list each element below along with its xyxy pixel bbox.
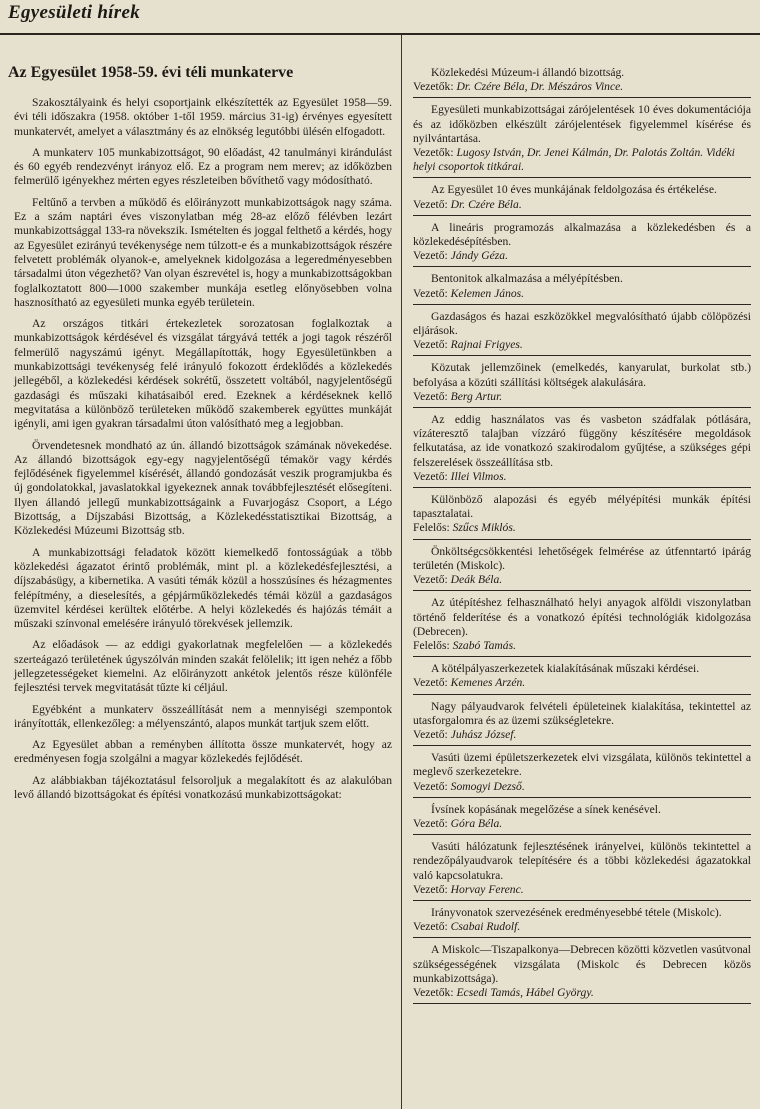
committee-leader-line: [413, 883, 751, 901]
committee-entry: [413, 943, 751, 1004]
leader-names: Berg Artur.: [450, 389, 503, 403]
committee-leader-line: [413, 338, 751, 356]
leader-role: Vezetők:: [413, 985, 454, 999]
paragraph: Az alábbiakban tájékoztatásul felsoroljuk a megalakított és az alakulóban levő állandó bizottságokat és építési vonatkozású munkabizottságokat:: [14, 773, 392, 802]
leader-role: Felelős:: [413, 638, 450, 652]
paragraph: Az Egyesület abban a reményben állította össze munkatervét, hogy az eredményesen fogja szolgálni a magyar közlekedés fejlődését.: [14, 738, 392, 766]
paragraph: Az előadások — az eddigi gyakorlatnak megfelelően — a közlekedés szerteágazó területének úgyszólván minden szakát felölelik; itt igen nehéz a főbb jellegzetességeket kiemelni. Az előirányzott ankétok jelentős része különféle fejlesztési tervek megvitatását tűzte ki céljául.: [14, 638, 392, 695]
leader-names: Juhász József.: [450, 727, 517, 741]
committee-leader-line: [413, 920, 751, 938]
committee-entry: [413, 700, 751, 747]
committee-topic: Az Egyesület 10 éves munkájának feldolgozása és értékelése.: [431, 183, 717, 197]
committee-topic: Közlekedési Múzeum-i állandó bizottság.: [431, 66, 625, 79]
committee-entry: [413, 840, 751, 901]
leader-names: Deák Béla.: [450, 573, 503, 587]
committee-topic: Bentonitok alkalmazása a mélyépítésben.: [431, 272, 623, 286]
committee-entry: [413, 751, 751, 798]
committee-leader-line: [413, 287, 751, 305]
committee-entry: [413, 272, 751, 304]
leader-role: Vezető:: [413, 727, 448, 741]
leader-role: Vezető:: [413, 882, 448, 896]
leader-role: Vezető:: [413, 779, 448, 793]
committee-entry: [413, 596, 751, 657]
leader-names: Kelemen János.: [450, 286, 525, 300]
committee-entry: [413, 361, 751, 408]
committee-topic: Vasúti hálózatunk fejlesztésének irányelvei, különös tekintettel a rendezőpályaudvarok telepítésére és a többi közlekedési ágazatokkal való kapcsolatukra.: [413, 840, 751, 882]
header-rule: [0, 33, 760, 35]
leader-names: Lugosy István, Dr. Jenei Kálmán, Dr. Palotás Zoltán. Vidéki helyi csoportok titkárai.: [413, 146, 735, 174]
committee-leader-line: [413, 676, 751, 694]
leader-names: Góra Béla.: [450, 816, 503, 830]
committee-topic: Önköltségcsökkentési lehetőségek felmérése az útfenntartó ipárág területén (Miskolc).: [413, 544, 751, 572]
committee-leader-line: [413, 80, 751, 98]
committee-topic: Az eddig használatos vas és vasbeton szádfalak pótlására, vízáteresztő talajban vízzáró függöny készítésére megoldások felkutatása, az ide vonatkozó szakirodalom gyűjtése, a szükséges gépi felszerelések összeállítása stb.: [413, 413, 751, 469]
leader-names: Dr. Czére Béla, Dr. Mészáros Vince.: [456, 80, 624, 94]
paragraph: A munkabizottsági feladatok között kiemelkedő fontosságúak a több közlekedési ágazatot érintő problémák, mint pl. a közlekedésfejlesztési, a díjszabásügy, a kibernetika. A vasúti témák közül a hosszúsínes és hézagmentes felépítmény, a dieselesítés, a gépjárműközlekedés témái közül a gazdaságos üzemvitel kérdései kerültek előtérbe. A helyi közlekedés és hajózás témáit a műszaki színvonal emelésére irányuló törekvések jellemzik.: [14, 545, 392, 631]
committee-topic: Egyesületi munkabizottságai zárójelentések 10 éves dokumentációja és az időközben elkészült zárójelentések figyelemmel kísérése és nyilvántartása.: [413, 103, 751, 145]
paragraph: A munkaterv 105 munkabizottságot, 90 előadást, 42 tanulmányi kirándulást és 60 egyéb rendezvényt irányoz elő. Ez a program nem merev; az időközben felmerülő igényekhez mérten egyes részleteiben bővíthető vagy módosítható.: [14, 145, 392, 188]
committee-list: [413, 66, 751, 1009]
committee-topic: Ívsínek kopásának megelőzése a sínek kenésével.: [431, 802, 661, 816]
leader-role: Vezető:: [413, 816, 448, 830]
leader-role: Vezető:: [413, 920, 448, 934]
leader-names: Somogyi Dezső.: [450, 779, 525, 793]
leader-role: Vezető:: [413, 469, 448, 483]
leader-role: Vezető:: [413, 676, 448, 690]
leader-names: Illei Vilmos.: [450, 469, 507, 483]
leader-role: Vezető:: [413, 338, 448, 352]
leader-names: Horvay Ferenc.: [450, 882, 524, 896]
leader-names: Szabó Tamás.: [452, 638, 516, 652]
leader-role: Vezetők:: [413, 146, 454, 160]
leader-role: Vezető:: [413, 197, 448, 211]
committee-topic: A Miskolc—Tiszapalkonya—Debrecen közötti közvetlen vasútvonal szükségességének vizsgálata (Miskolc és Debrecen közös munkabizottsága).: [413, 943, 751, 985]
leader-names: Szűcs Miklós.: [452, 521, 516, 535]
committee-leader-line: [413, 780, 751, 798]
committee-entry: [413, 662, 751, 694]
leader-names: Kemenes Arzén.: [450, 676, 526, 690]
leader-names: Jándy Géza.: [450, 249, 508, 263]
committee-topic: A lineáris programozás alkalmazása a közlekedésben és a közlekedésépítésben.: [413, 220, 751, 249]
article-title: Az Egyesület 1958-59. évi téli munkaterve: [8, 64, 294, 81]
leader-names: Csabai Rudolf.: [450, 920, 521, 934]
column-divider: [401, 35, 402, 1109]
committee-leader-line: [413, 198, 751, 216]
committee-leader-line: [413, 390, 751, 408]
leader-role: Vezető:: [413, 286, 448, 300]
committee-topic: Vasúti üzemi épületszerkezetek elvi vizsgálata, különös tekintettel a meglevő szerkezetekre.: [413, 751, 751, 779]
committee-entry: [413, 310, 751, 357]
paragraph: Egyébként a munkaterv összeállítását nem a mennyiségi szempontok irányították, ellenkezőleg: a mélyenszántó, alapos munkát tartjuk szem előtt.: [14, 702, 392, 730]
committee-leader-line: [413, 249, 751, 267]
committee-entry: [413, 103, 751, 178]
committee-topic: Gazdaságos és hazai eszközökkel megvalósítható újabb cölöpözési eljárások.: [413, 309, 751, 338]
leader-names: Rajnai Frigyes.: [450, 338, 523, 352]
leader-names: Dr. Czére Béla.: [450, 197, 522, 211]
committee-leader-line: [413, 728, 751, 746]
committee-entry: [413, 221, 751, 268]
committee-topic: Különböző alapozási és egyéb mélyépítési munkák építési tapasztalatai.: [413, 493, 751, 521]
leader-names: Ecsedi Tamás, Hábel György.: [456, 985, 594, 999]
committee-leader-line: [413, 470, 751, 488]
section-label: Egyesületi hírek: [8, 2, 140, 23]
committee-topic: Közutak jellemzőinek (emelkedés, kanyarulat, burkolat stb.) befolyása a közúti szállítási költségek alakulására.: [413, 361, 751, 389]
leader-role: Felelős:: [413, 521, 450, 535]
paragraph: Feltűnő a tervben a működő és előirányzott munkabizottságok nagy száma. Ez a szám naptári éves viszonylatban még 28-az előző félévben lezárt munkabizottsággal 133-ra növekszik. Ismételten és joggal felthető a kérdés, hogy az Egyesület ezirányú tevékenysége nem túlzott-e és a munkabizottságok részére felvetett problémák olyanok-e, amelyeknek kidolgozása a legeredményesebben társadalmi úton végezhető? Van olyan észrevétel is, hogy a munkabizottságokban foglalkoztatott 800—1000 szakember munkája esetleg előnyösebben volna hasznosítható az egyesületi munka egyéb területein.: [14, 195, 392, 309]
leader-role: Vezető:: [413, 249, 448, 263]
committee-entry: [413, 413, 751, 488]
committee-leader-line: [413, 146, 751, 178]
committee-topic: Nagy pályaudvarok felvételi épületeinek kialakítása, tekintettel az utasforgalomra és az üzemi szükségletekre.: [413, 699, 751, 727]
leader-role: Vezető:: [413, 573, 448, 587]
committee-leader-line: [413, 986, 751, 1004]
committee-entry: [413, 803, 751, 835]
paragraph: Szakosztályaink és helyi csoportjaink elkészítették az Egyesület 1958—59. évi téli időszakra (1958. október 1-től 1959. március 31-ig) érvényes egyesített munkatervét, amelyet a választmány és az elnökség legutóbbi ülésén elfogadott.: [14, 96, 392, 138]
committee-leader-line: [413, 639, 751, 657]
leader-role: Vezetők:: [413, 80, 454, 94]
committee-leader-line: [413, 573, 751, 591]
committee-entry: [413, 493, 751, 540]
paragraph: Az országos titkári értekezletek sorozatosan foglalkoztak a munkabizottságok kérdésével és vizsgálat tárgyává tették a jogi tagok részéről felmerülő nagyszámú igényt. Megállapították, hogy Egyesületünkben a munkabizottsági tevékenység felé irányuló fokozott érdeklődés a közlekedés jellegéből, a közlekedési kérdések sokrétű, összetett voltából, nagyjelentőségű gazdasági és műszaki kihatásaiból ered. Ezeknek a kérdéseknek kellő megvitatása a különböző területeken működő szakemberek együttes munkáját igényli, ami igen gyakran társadalmi úton valósítható meg a legjobban.: [14, 317, 392, 431]
committee-entry: [413, 183, 751, 215]
committee-entry: [413, 545, 751, 592]
committee-leader-line: [413, 817, 751, 835]
committee-leader-line: [413, 521, 751, 539]
committee-topic: Az útépítéshez felhasználható helyi anyagok alföldi viszonylatban történő felderítése és a vonatkozó építési technológiák kidolgozása (Debrecen).: [413, 596, 751, 638]
paragraph: Örvendetesnek mondható az ún. állandó bizottságok számának növekedése. Az állandó bizottságok egy-egy nagyjelentőségű témakör vagy kérdés fejlődésének figyelemmel kísérését, állandó gondozását veszik programjukba és új gondolatokkal, javaslatokkal igyekeznek annak továbbfejlesztését elősegíteni. Ilyen állandó jellegű munkabizottságaink a Fuvarjogász Csoport, a Légo Bizottság, a Díjszabási Bizottság, a Közlekedésstatisztikai Bizottság, a Közlekedési Múzeumi Bizottság stb.: [14, 438, 392, 538]
article-body: [14, 96, 392, 809]
committee-entry: [413, 906, 751, 938]
committee-topic: A kötélpályaszerkezetek kialakításának műszaki kérdései.: [431, 662, 700, 676]
leader-role: Vezető:: [413, 389, 448, 403]
committee-topic: Irányvonatok szervezésének eredményesebbé tétele (Miskolc).: [431, 905, 722, 919]
committee-entry: [413, 66, 751, 98]
